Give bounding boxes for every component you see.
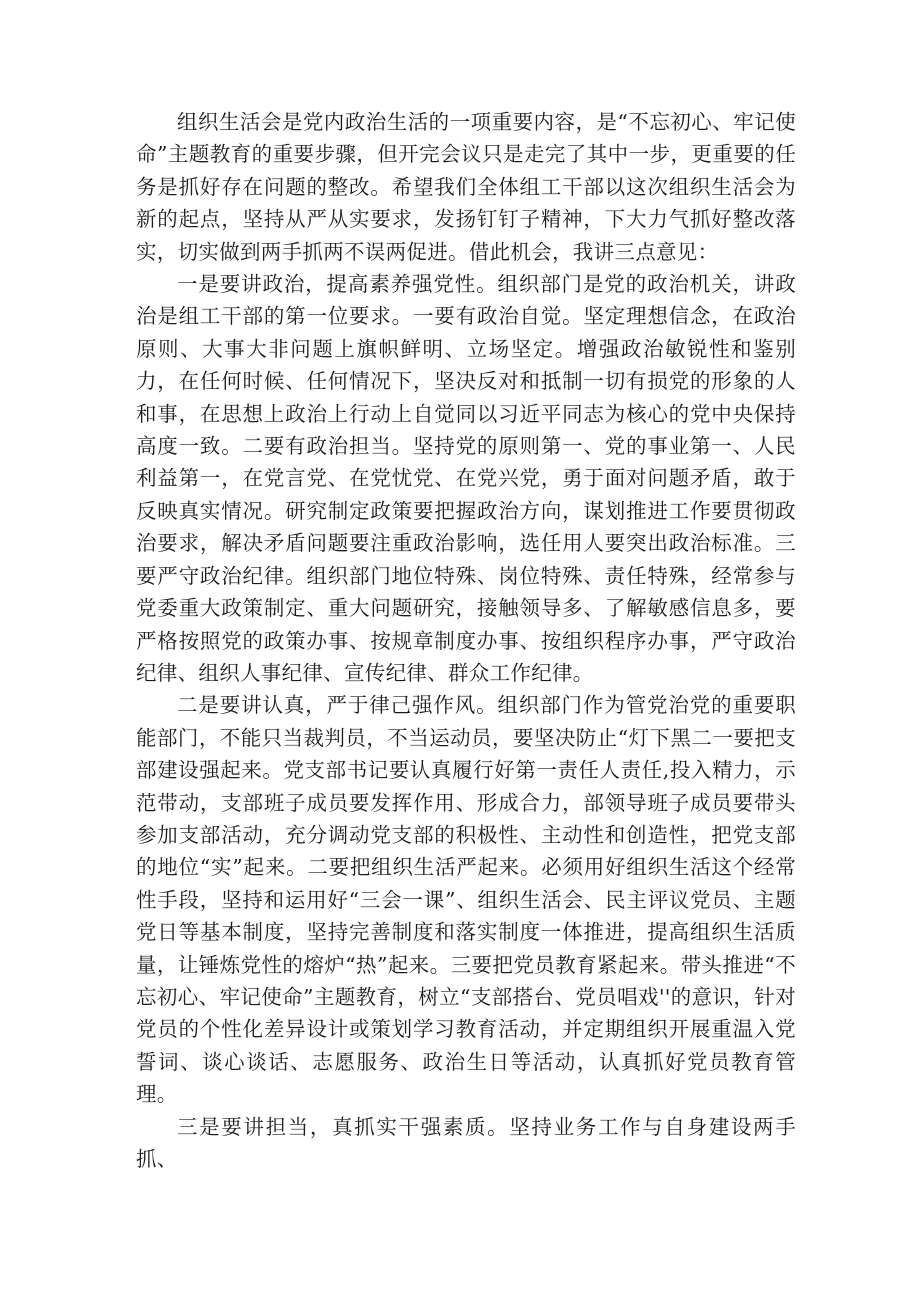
paragraph-point-one: 一是要讲政治，提高素养强党性。组织部门是党的政治机关，讲政治是组工干部的第一位要求。一要有政治自觉。坚定理想信念，在政治原则、大事大非问题上旗帜鲜明、立场坚定。增强政治敏锐性和鉴别力，在任何时候、任何情况下，坚决反对和抵制一切有损党的形象的人和事，在思想上政治上行动上自觉同以习近平同志为核心的党中央保持高度一致。二要有政治担当。坚持党的原则第一、党的事业第一、人民利益第一，在党言党、在党忧党、在党兴党，勇于面对问题矛盾，敢于反映真实情况。研究制定政策要把握政治方向，谋划推进工作要贯彻政治要求，解决矛盾问题要注重政治影响，选任用人要突出政治标准。三要严守政治纪律。组织部门地位特殊、岗位特殊、责任特殊，经常参与党委重大政策制定、重大问题研究，接触领导多、了解敏感信息多，要严格按照党的政策办事、按规章制度办事、按组织程序办事，严守政治纪律、组织人事纪律、宣传纪律、群众工作纪律。 xyxy=(136,272,796,685)
paragraph-point-two: 二是要讲认真，严于律己强作风。组织部门作为管党治党的重要职能部门，不能只当裁判员，不当运动员，要坚决防止“灯下黑二一要把支部建设强起来。党支部书记要认真履行好第一责任人责任,投入精力，示范带动，支部班子成员要发挥作用、形成合力，部领导班子成员要带头参加支部活动，充分调动党支部的积极性、主动性和创造性，把党支部的地位“实”起来。二要把组织生活严起来。必须用好组织生活这个经常性手段，坚持和运用好“三会一课”、组织生活会、民主评议党员、主题党日等基本制度，坚持完善制度和落实制度一体推进，提高组织生活质量，让锤炼党性的熔炉“热”起来。三要把党员教育紧起来。带头推进“不忘初心、牢记使命”主题教育，树立“支部搭台、党员唱戏''的意识，针对党员的个性化差异设计或策划学习教育活动，并定期组织开展重温入党誓词、谈心谈话、志愿服务、政治生日等活动，认真抓好党员教育管理。 xyxy=(136,693,796,1107)
paragraph-point-three: 三是要讲担当，真抓实干强素质。坚持业务工作与自身建设两手抓、 xyxy=(136,1114,796,1171)
paragraph-intro: 组织生活会是党内政治生活的一项重要内容，是“不忘初心、牢记使命”主题教育的重要步骤，但开完会议只是走完了其中一步，更重要的任务是抓好存在问题的整改。希望我们全体组工干部以这次组织生活会为新的起点，坚持从严从实要求，发扬钉钉子精神，下大力气抓好整改落实，切实做到两手抓两不误两促进。借此机会，我讲三点意见： xyxy=(136,110,796,264)
document-body xyxy=(136,106,796,1175)
